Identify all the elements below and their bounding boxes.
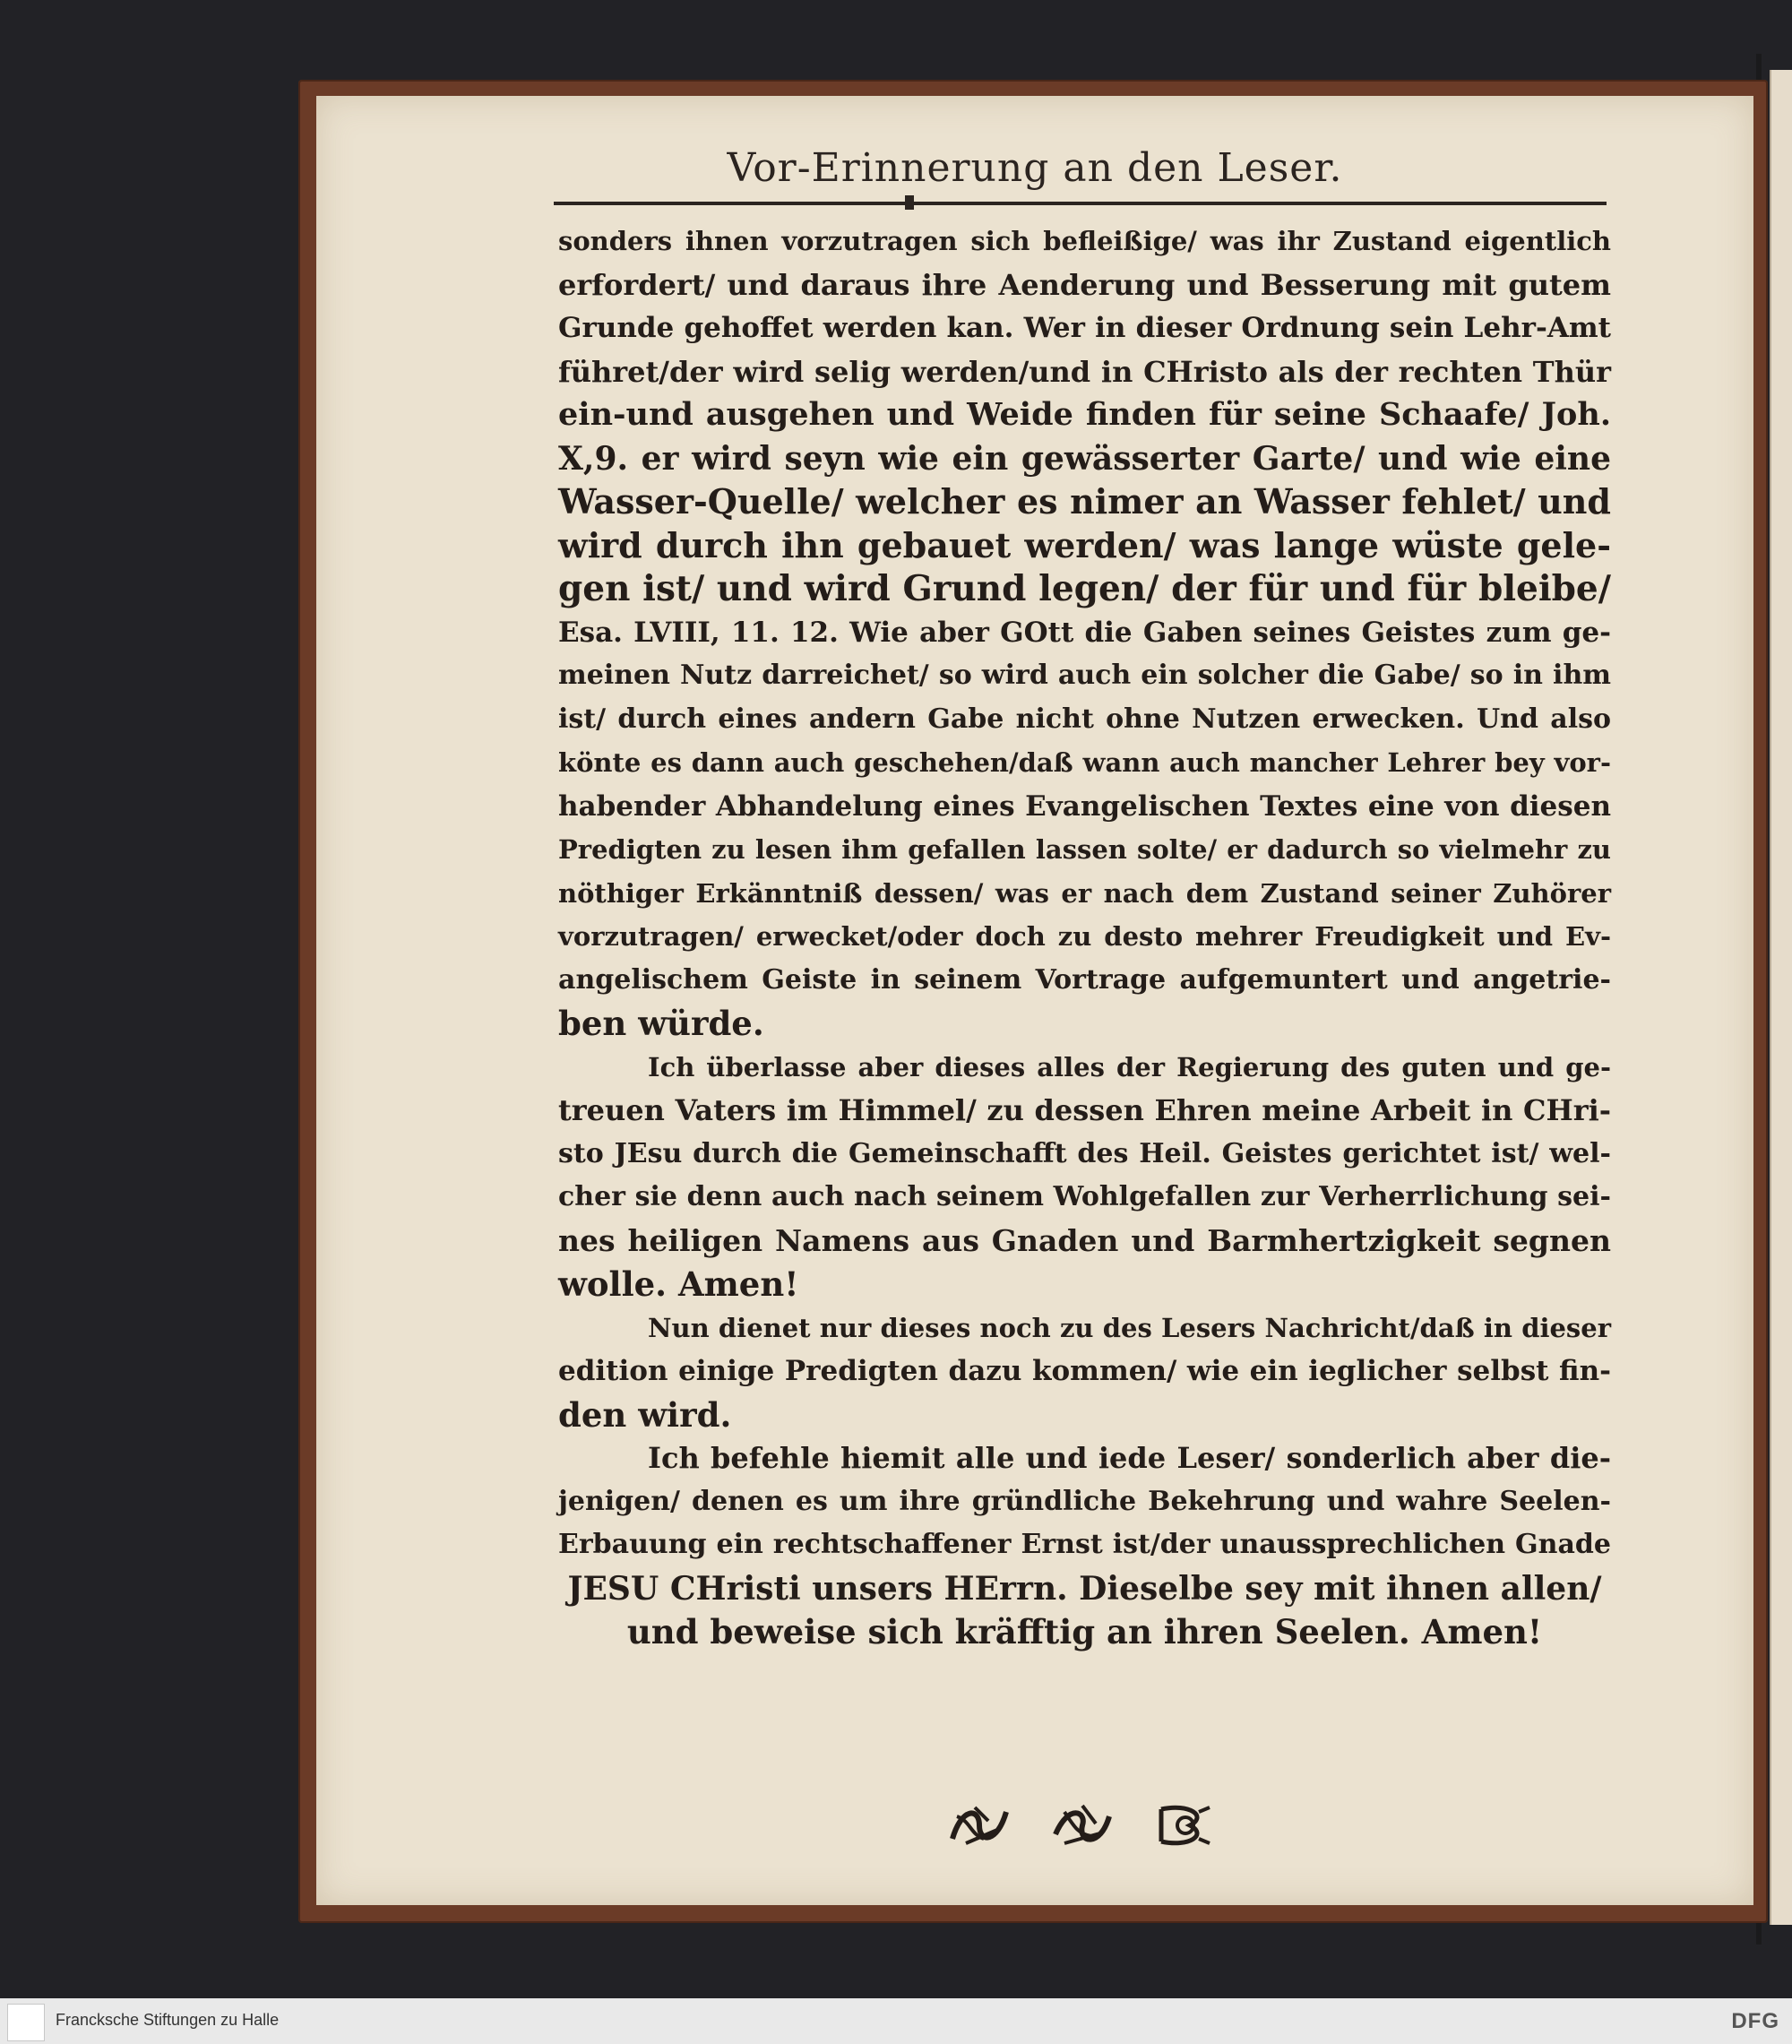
text-line: und beweise sich kräfftig an ihren Seelen. Amen! — [626, 1612, 1543, 1652]
text-line: angelischem Geiste in seinem Vortrage aufgemuntert und angetrie- — [558, 963, 1611, 996]
book-page — [316, 96, 1753, 1905]
text-line: ein-und ausgehen und Weide finden für seine Schaafe/ Joh. — [558, 396, 1611, 433]
text-line: sonders ihnen vorzutragen sich befleißige/ was ihr Zustand eigentlich — [558, 226, 1611, 256]
text-line: Wasser-Quelle/ welcher es nimer an Wasser fehlet/ und — [558, 481, 1611, 522]
dfg-logo: DFG — [1731, 2009, 1779, 2033]
text-line: vorzutragen/ erwecket/oder doch zu desto mehrer Freudigkeit und Ev- — [558, 921, 1611, 952]
text-line: JESU CHristi unsers HErrn. Dieselbe sey mit ihnen allen/ — [567, 1569, 1602, 1608]
text-line: Erbauung ein rechtschaffener Ernst ist/der unaussprechlichen Gnade — [558, 1529, 1611, 1560]
text-line: Ich überlasse aber dieses alles der Regierung des guten und ge- — [648, 1051, 1611, 1082]
text-line: wird durch ihn gebauet werden/ was lange wüste gele- — [558, 524, 1611, 565]
text-line: Nun dienet nur dieses noch zu des Lesers Nachricht/daß in dieser — [648, 1312, 1611, 1343]
fleuron-icon — [1154, 1798, 1217, 1852]
text-line: könte es dann auch geschehen/daß wann auch mancher Lehrer bey vor- — [558, 747, 1611, 778]
next-page-edge — [1770, 70, 1792, 1925]
text-line: ist/ durch eines andern Gabe nicht ohne Nutzen erwecken. Und also — [558, 703, 1611, 735]
text-line: meinen Nutz darreichet/ so wird auch ein solcher die Gabe/ so in ihm — [558, 660, 1611, 691]
text-line: erfordert/ und daraus ihre Aenderung und Besserung mit gutem — [558, 267, 1611, 302]
text-line: gen ist/ und wird Grund legen/ der für und für bleibe/ — [558, 568, 1611, 609]
text-line: Predigten zu lesen ihm gefallen lassen solte/ er dadurch so vielmehr zu — [558, 834, 1611, 865]
text-line: X,9. er wird seyn wie ein gewässerter Garte/ und wie eine — [558, 439, 1611, 478]
text-line: nöthiger Erkänntniß dessen/ was er nach dem Zustand seiner Zuhörer — [558, 877, 1611, 909]
text-line: ben würde. — [558, 1004, 764, 1043]
header-rule — [554, 202, 1607, 205]
institution-name: Francksche Stiftungen zu Halle — [56, 2011, 280, 2029]
text-line: edition einige Predigten dazu kommen/ wie ein ieglicher selbst fin- — [558, 1355, 1611, 1387]
text-line: führet/der wird selig werden/und in CHristo als der rechten Thür — [558, 354, 1611, 389]
text-line: Grunde gehoffet werden kan. Wer in dieser Ordnung sein Lehr-Amt — [558, 312, 1611, 344]
text-line: cher sie denn auch nach seinem Wohlgefallen zur Verherrlichung sei- — [558, 1181, 1611, 1212]
fleuron-icon — [1051, 1798, 1114, 1852]
body-text — [558, 220, 1611, 1654]
fleuron-icon — [948, 1798, 1011, 1852]
text-line: habender Abhandelung eines Evangelischen Textes eine von diesen — [558, 789, 1611, 823]
text-line: wolle. Amen! — [558, 1264, 799, 1304]
text-line: Esa. LVIII, 11. 12. Wie aber GOtt die Gaben seines Geistes zum ge- — [558, 616, 1611, 649]
text-line: treuen Vaters im Himmel/ zu dessen Ehren meine Arbeit in CHri- — [558, 1093, 1611, 1127]
text-line: den wird. — [558, 1394, 732, 1435]
text-line: Ich befehle hiemit alle und iede Leser/ sonderlich aber die- — [648, 1441, 1611, 1475]
text-line: jenigen/ denen es um ihre gründliche Bekehrung und wahre Seelen- — [558, 1485, 1611, 1517]
fleuron-ornaments — [948, 1794, 1217, 1857]
institution-logo — [7, 2004, 45, 2041]
rule-mark — [905, 195, 914, 210]
text-line: sto JEsu durch die Gemeinschafft des Heil. Geistes gerichtet ist/ wel- — [558, 1137, 1611, 1169]
text-line: nes heiligen Namens aus Gnaden und Barmhertzigkeit segnen — [558, 1222, 1611, 1258]
page-header: Vor-Erinnerung an den Leser. — [727, 145, 1343, 191]
viewer-footer — [0, 1998, 1792, 2044]
